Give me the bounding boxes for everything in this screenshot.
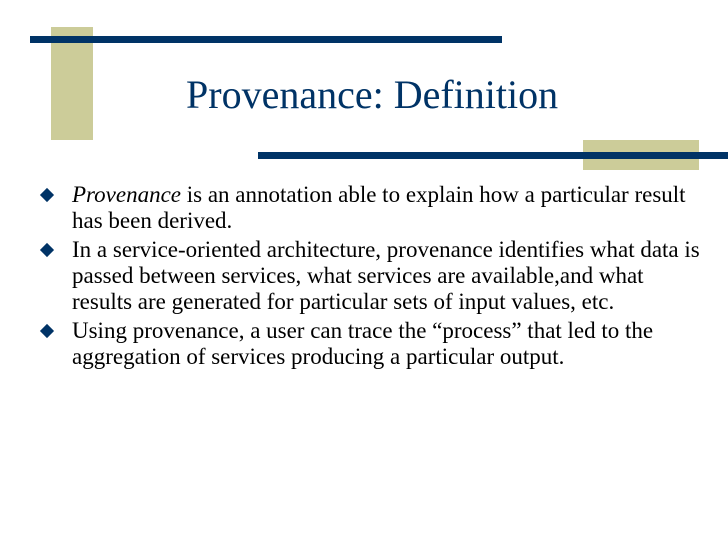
bullet-item (38, 237, 708, 315)
bullet-text: Using provenance, a user can trace the “process” that led to the aggregation of services producing a particular output. (72, 318, 654, 369)
bullet-text: is an annotation able to explain how a particular result has been derived. (72, 182, 686, 233)
decor-tan-block-left (51, 27, 93, 140)
decor-bar-top (30, 36, 502, 43)
bullet-item (38, 182, 708, 234)
diamond-bullet-icon (40, 188, 54, 202)
bullet-italic-term: Provenance (72, 182, 181, 207)
bullet-item (38, 318, 708, 370)
bullet-list (38, 182, 708, 373)
diamond-bullet-icon (40, 243, 54, 257)
bullet-text: In a service-oriented architecture, provenance identifies what data is passed between services, what services are available,and what results are generated for particular sets of input values, etc. (72, 237, 700, 314)
slide-title: Provenance: Definition (186, 72, 559, 117)
diamond-bullet-icon (40, 324, 54, 338)
decor-bar-bottom (258, 152, 728, 159)
